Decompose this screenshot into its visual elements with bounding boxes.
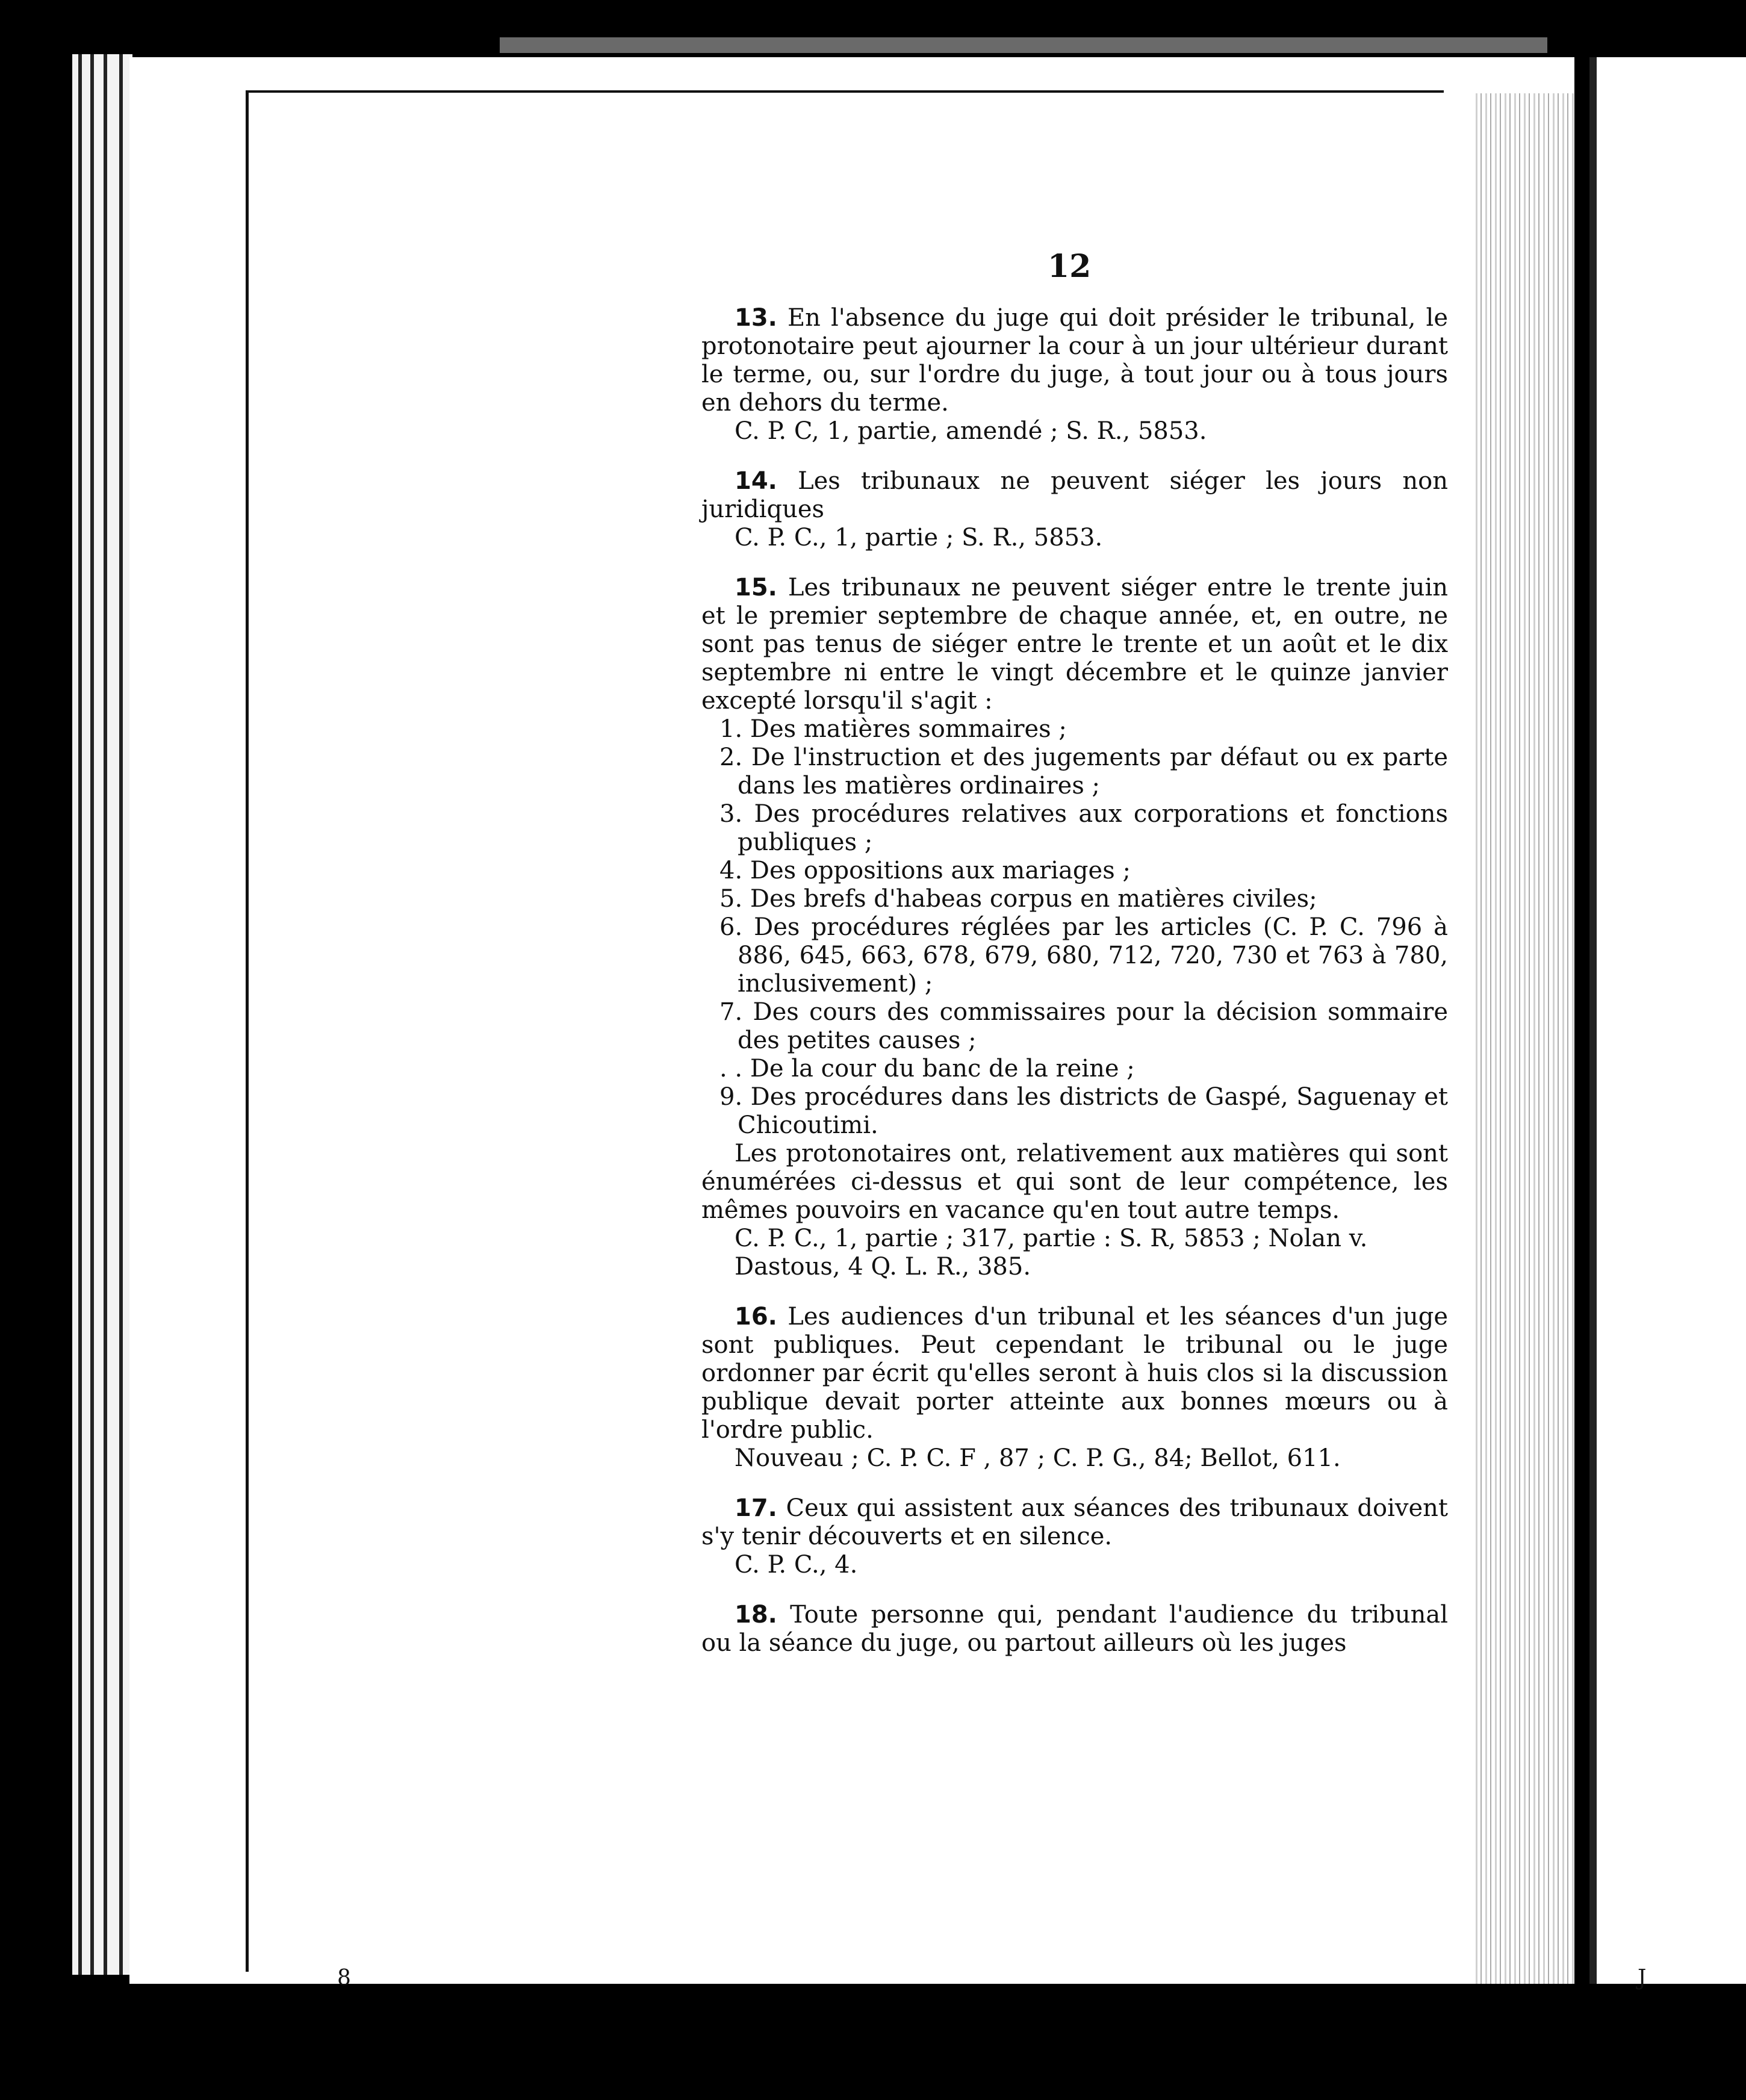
article-text: Les audiences d'un tribunal et les séances d'un juge sont publiques. Peut cependant le tribunal ou le juge ordonner par écrit qu'elles seront à huis clos si la discussion publique devait porter atteinte aux bonnes mœurs ou à l'ordre public. [701, 1303, 1448, 1444]
article-17 [701, 1494, 1448, 1579]
page-body [701, 304, 1448, 1666]
article-text: Les tribunaux ne peuvent siéger entre le trente juin et le premier septembre de chaque année, et, en outre, ne sont pas tenus de siéger entre le trente et un août et le dix septembre ni entre le vingt décembre et le quinze janvier excepté lorsqu'il s'agit : [701, 574, 1448, 715]
article-number: 15. [735, 574, 777, 601]
margin-mark-left: 8 [337, 1966, 351, 1990]
page-number: 12 [1048, 248, 1092, 285]
margin-mark-right: J [1638, 1966, 1647, 1990]
article-text: Toute personne qui, pendant l'audience du tribunal ou la séance du juge, ou partout ailleurs où les juges [701, 1601, 1448, 1657]
article-13 [701, 304, 1448, 446]
article-reference: C. P. C., 4. [735, 1551, 858, 1579]
article-number: 17. [735, 1494, 777, 1522]
article-number: 18. [735, 1601, 777, 1629]
list-item: 3. Des procédures relatives aux corporations et fonctions publiques ; [719, 800, 1448, 856]
article-reference: Nouveau ; C. P. C. F , 87 ; C. P. G., 84; Bellot, 611. [735, 1444, 1341, 1472]
article-18 [701, 1601, 1448, 1657]
article-text: En l'absence du juge qui doit présider le tribunal, le protonotaire peut ajourner la cour à un jour ultérieur durant le terme, ou, sur l'ordre du juge, à tout jour ou à tous jours en dehors du terme. [701, 304, 1449, 417]
list-item: 5. Des brefs d'habeas corpus en matières civiles; [719, 885, 1317, 913]
article-number: 16. [735, 1303, 777, 1331]
article-15 [701, 574, 1448, 1281]
list-item: . . De la cour du banc de la reine ; [719, 1055, 1135, 1083]
frame-rule-vertical [246, 90, 249, 1972]
article-reference: C. P. C., 1, partie ; S. R., 5853. [735, 524, 1103, 551]
list-item: 7. Des cours des commissaires pour la décision sommaire des petites causes ; [719, 998, 1448, 1054]
next-page-edge [1589, 57, 1746, 1984]
frame-rule-horizontal [246, 90, 1444, 93]
article-reference: C. P. C, 1, partie, amendé ; S. R., 5853. [735, 417, 1207, 445]
article-14 [701, 467, 1448, 552]
list-item: 4. Des oppositions aux mariages ; [719, 857, 1131, 884]
article-number: 13. [735, 304, 777, 332]
gutter-shadow [1472, 93, 1574, 1984]
list-item: 2. De l'instruction et des jugements par défaut ou ex parte dans les matières ordinaires ; [719, 744, 1448, 800]
list-item: 1. Des matières sommaires ; [719, 715, 1067, 743]
article-number: 14. [735, 467, 777, 495]
article-paragraph: Les protonotaires ont, relativement aux matières qui sont énumérées ci-dessus et qui sont de leur compétence, les mêmes pouvoirs en vacance qu'en tout autre temps. [701, 1140, 1448, 1224]
article-16 [701, 1303, 1448, 1473]
list-item: 9. Des procédures dans les districts de Gaspé, Saguenay et Chicoutimi. [719, 1083, 1448, 1139]
list-item: 6. Des procédures réglées par les articles (C. P. C. 796 à 886, 645, 663, 678, 679, 680, 712, 720, 730 et 763 à 780, inclusivement) ; [719, 913, 1448, 998]
page-stack-left-edge [72, 54, 132, 1975]
article-reference: C. P. C., 1, partie ; 317, partie : S. R, 5853 ; Nolan v. Dastous, 4 Q. L. R., 385. [735, 1225, 1368, 1281]
scan-top-bar [500, 37, 1547, 53]
article-text: Ceux qui assistent aux séances des tribunaux doivent s'y tenir découverts et en silence. [701, 1494, 1448, 1550]
article-text: Les tribunaux ne peuvent siéger les jours non juridiques [701, 467, 1448, 523]
